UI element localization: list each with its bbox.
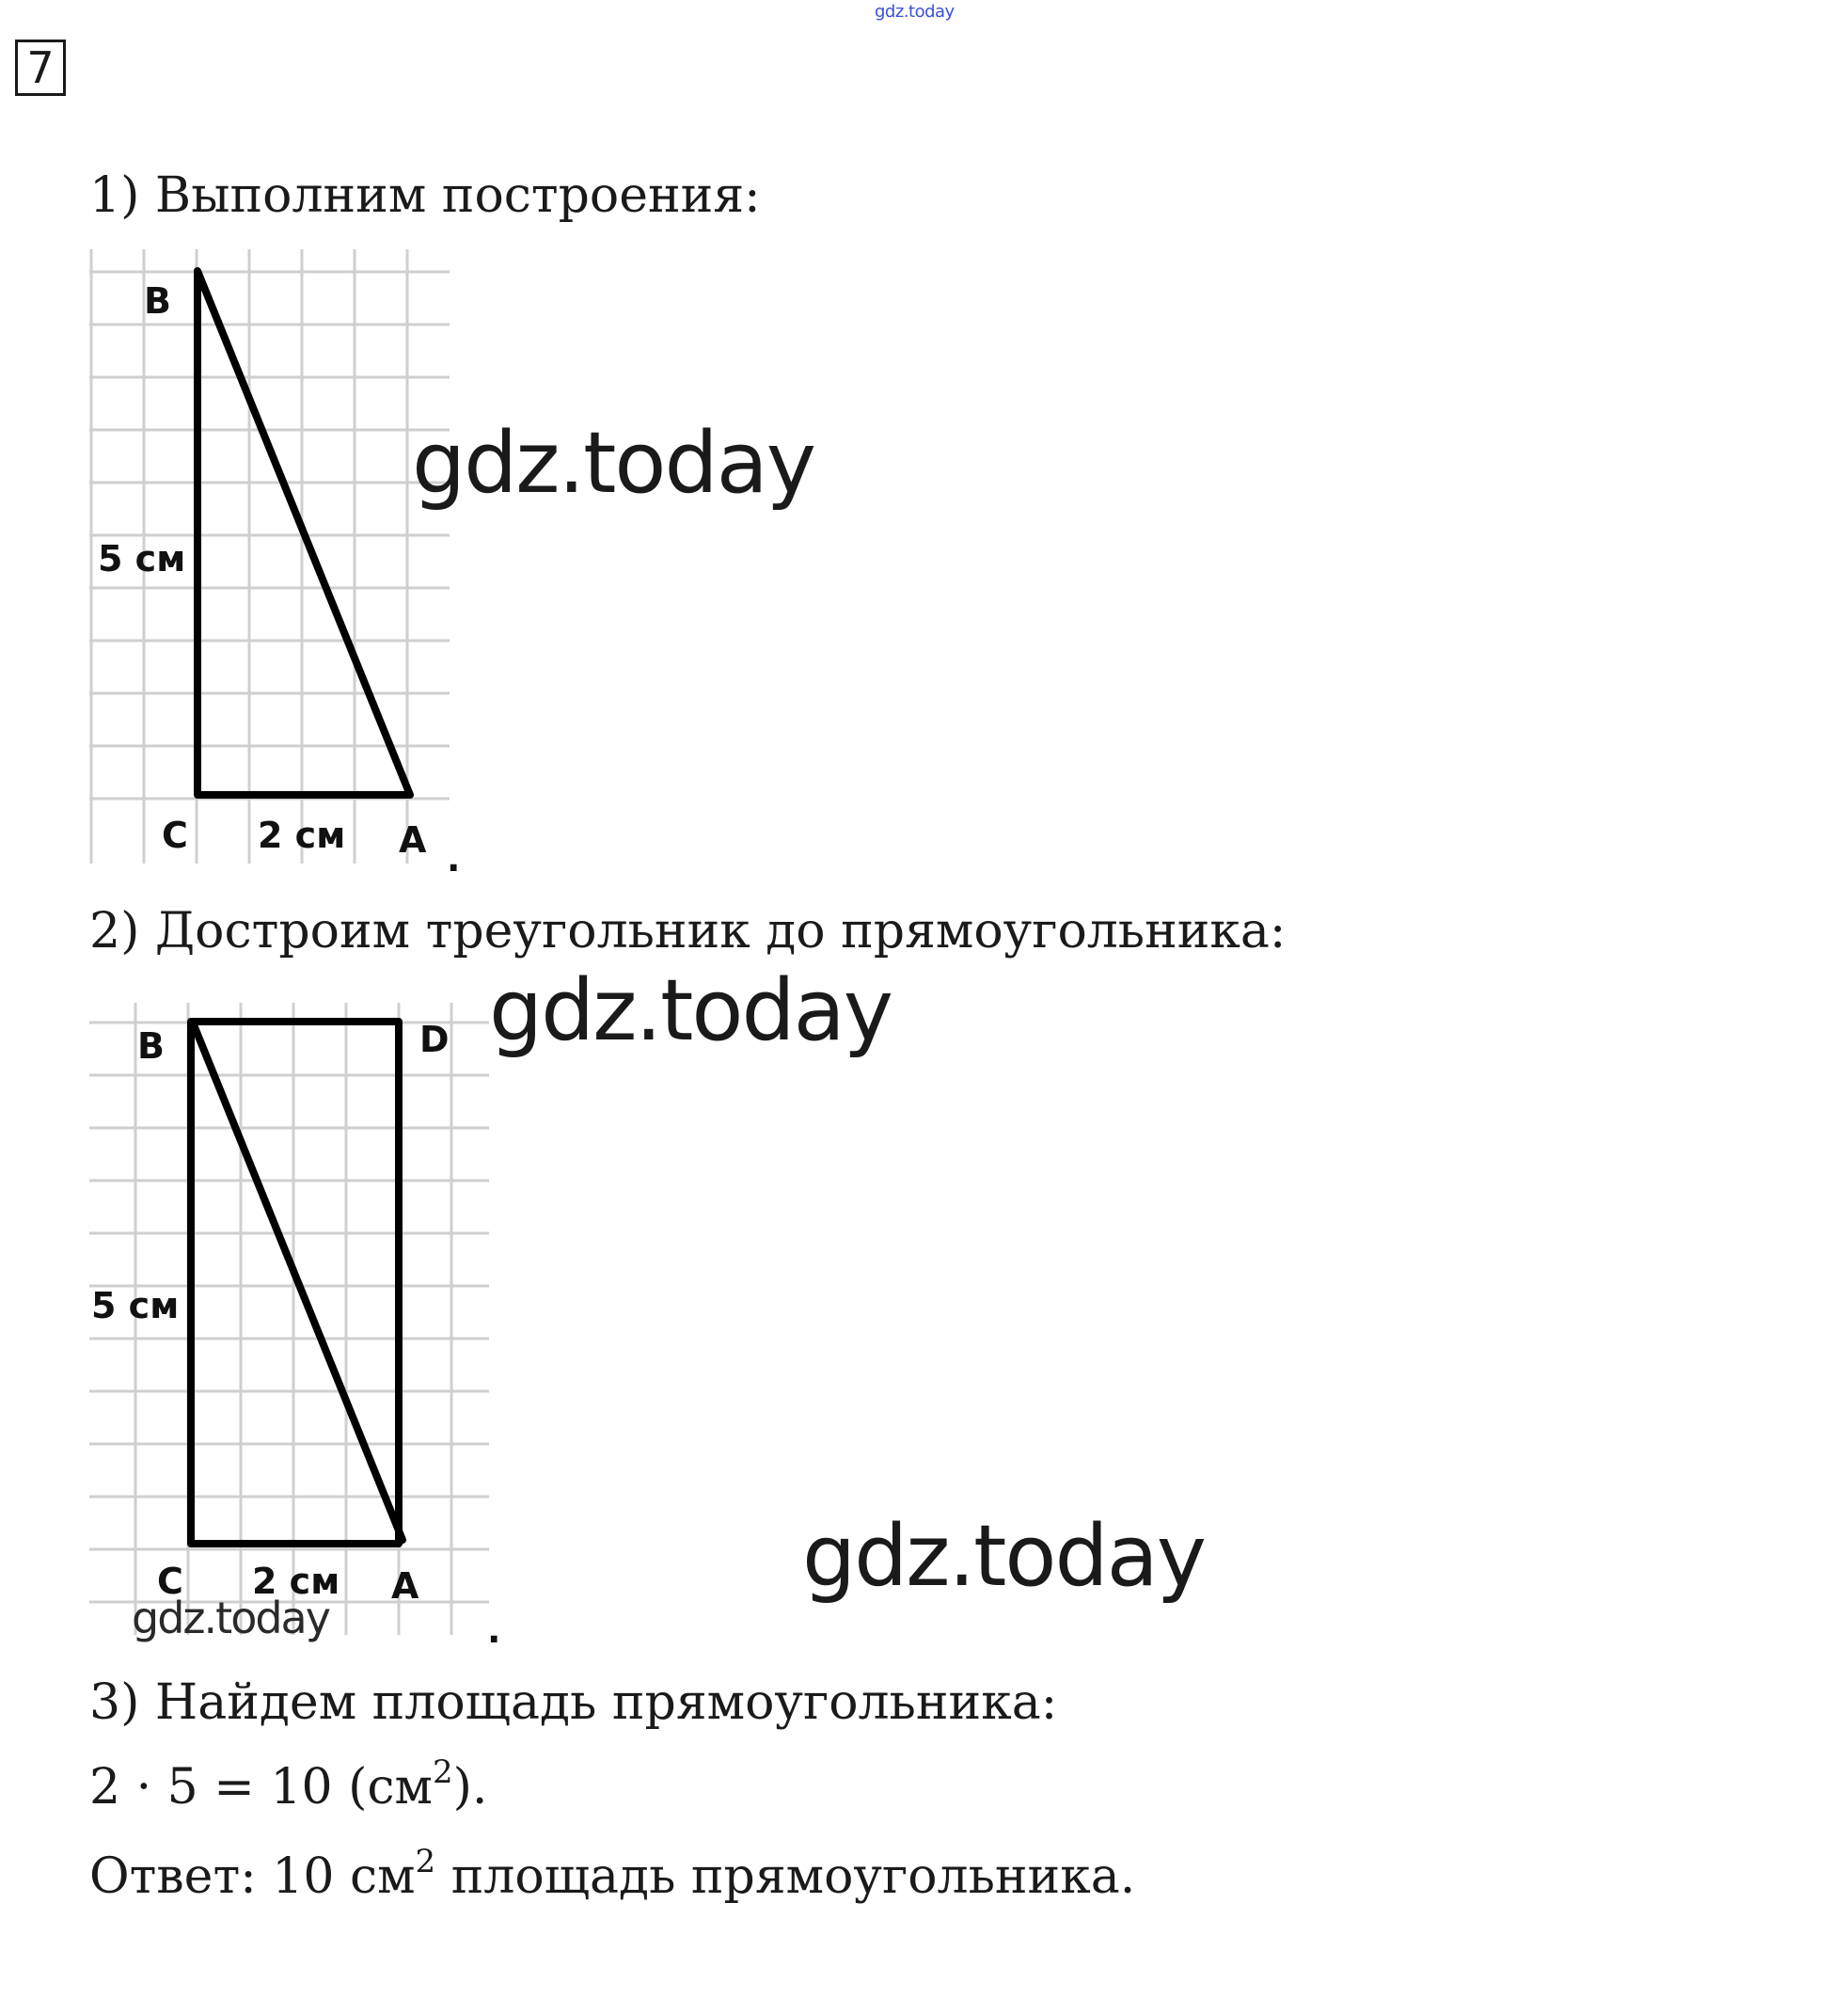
fig2-label-c: C xyxy=(157,1561,183,1602)
fig1-label-c: C xyxy=(162,815,188,856)
watermark-4: gdz.today xyxy=(132,1593,329,1643)
calc-end: ). xyxy=(452,1759,488,1816)
fig2-side-bc: 5 см xyxy=(91,1285,180,1326)
step-1-text: 1) Выполним построения: xyxy=(89,167,761,224)
fig1-label-a: A xyxy=(399,819,427,861)
watermark-2: gdz.today xyxy=(489,961,892,1060)
fig2-label-a: A xyxy=(391,1565,419,1607)
calculation-line xyxy=(89,1753,488,1816)
fig1-side-bc: 5 см xyxy=(98,538,186,579)
fig1-side-ca: 2 см xyxy=(258,815,346,856)
fig1-trailing-dot: . xyxy=(447,838,461,880)
answer-line xyxy=(89,1843,1136,1905)
watermark-1: gdz.today xyxy=(412,414,815,513)
answer-superscript: 2 xyxy=(415,1843,436,1880)
answer-post: площадь прямоугольника. xyxy=(435,1848,1136,1905)
fig2-trailing-dot: . xyxy=(487,1610,501,1651)
answer-pre: Ответ: 10 см xyxy=(89,1848,416,1905)
step-3-text: 3) Найдем площадь прямоугольника: xyxy=(89,1674,1058,1731)
calc-superscript: 2 xyxy=(432,1753,453,1791)
fig2-label-b: B xyxy=(137,1025,165,1067)
fig2-side-ca: 2 см xyxy=(252,1561,340,1602)
figure2-rectangle xyxy=(191,1022,403,1544)
calc-main: 2 · 5 = 10 (см xyxy=(89,1759,433,1816)
fig2-label-d: D xyxy=(419,1019,450,1060)
top-watermark: gdz.today xyxy=(875,2,955,22)
figure1-triangle xyxy=(197,271,410,795)
fig1-label-b: B xyxy=(144,280,171,322)
task-number-box: 7 xyxy=(15,40,66,96)
watermark-3: gdz.today xyxy=(802,1507,1206,1606)
step-2-text: 2) Достроим треугольник до прямоугольника: xyxy=(89,903,1287,959)
